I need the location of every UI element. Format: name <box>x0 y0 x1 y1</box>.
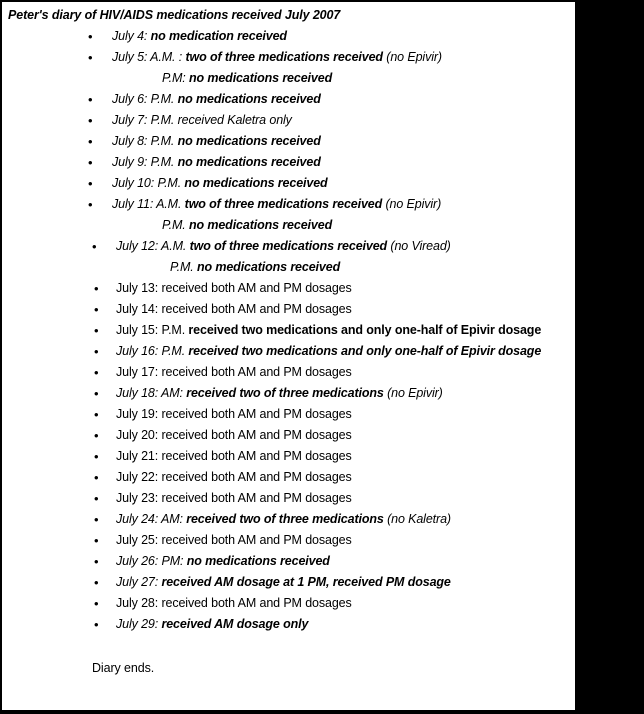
bullet-icon: • <box>88 176 93 191</box>
entry-date: July 19: received both AM and PM dosages <box>116 407 352 421</box>
entry-note: (no Epivir) <box>382 50 442 64</box>
entry-emphasis: two of three medications received <box>181 197 383 211</box>
entry-date: July 9: P.M. <box>112 155 175 169</box>
entry-date: July 11: A.M. <box>112 197 182 211</box>
diary-entry <box>2 89 575 110</box>
entry-emphasis: no medications received <box>183 554 330 568</box>
entry-date: July 8: P.M. <box>112 134 175 148</box>
entry-date: July 22: received both AM and PM dosages <box>116 470 352 484</box>
bullet-icon: • <box>94 575 99 590</box>
entry-date: July 4: <box>112 29 148 43</box>
entry-emphasis: two of three medications received <box>182 50 383 64</box>
entry-emphasis: no medications received <box>174 92 321 106</box>
diary-entry <box>2 26 575 47</box>
entry-emphasis: received two of three medications <box>182 386 384 400</box>
bullet-icon: • <box>94 302 99 317</box>
entry-emphasis: received two medications and only one-half of Epivir dosage <box>185 323 542 337</box>
bullet-icon: • <box>94 512 99 527</box>
entry-emphasis: two of three medications received <box>186 239 388 253</box>
entry-date: July 25: received both AM and PM dosages <box>116 533 352 547</box>
diary-entry <box>2 488 575 509</box>
bullet-icon: • <box>94 596 99 611</box>
diary-entry-subline <box>2 68 575 89</box>
entry-note: (no Kaletra) <box>383 512 451 526</box>
entry-date: July 28: received both AM and PM dosages <box>116 596 352 610</box>
bullet-icon: • <box>94 491 99 506</box>
entry-date: July 18: AM: <box>116 386 183 400</box>
subline-emphasis: no medications received <box>185 218 333 232</box>
entry-note: (no Viread) <box>387 239 451 253</box>
diary-entry <box>2 572 575 593</box>
entry-date: July 27: <box>116 575 159 589</box>
bullet-icon: • <box>88 197 93 212</box>
bullet-icon: • <box>94 470 99 485</box>
bullet-icon: • <box>94 449 99 464</box>
entry-date: July 14: received both AM and PM dosages <box>116 302 352 316</box>
diary-entry <box>2 425 575 446</box>
diary-entry <box>2 320 575 341</box>
entry-emphasis: received two medications and only one-half of Epivir dosage <box>185 344 542 358</box>
diary-entry <box>2 110 575 131</box>
entry-note: (no Epivir) <box>382 197 442 211</box>
subline-emphasis: no medications received <box>193 260 341 274</box>
entry-date: July 12: A.M. <box>116 239 187 253</box>
diary-entry-subline <box>2 215 575 236</box>
bullet-icon: • <box>88 50 93 65</box>
diary-entry <box>2 446 575 467</box>
diary-entry <box>2 341 575 362</box>
bullet-icon: • <box>94 323 99 338</box>
subline-lead: P.M: <box>162 71 186 85</box>
diary-entry <box>2 509 575 530</box>
diary-entry <box>2 236 575 257</box>
bullet-icon: • <box>88 134 93 149</box>
entry-date: July 23: received both AM and PM dosages <box>116 491 352 505</box>
entry-date: July 17: received both AM and PM dosages <box>116 365 352 379</box>
bullet-icon: • <box>94 617 99 632</box>
diary-entry <box>2 383 575 404</box>
diary-entry <box>2 131 575 152</box>
entry-emphasis: no medications received <box>181 176 328 190</box>
diary-entry <box>2 173 575 194</box>
page-title: Peter's diary of HIV/AIDS medications received July 2007 <box>8 8 341 22</box>
bullet-icon: • <box>94 365 99 380</box>
entry-emphasis: received two of three medications <box>182 512 384 526</box>
entry-date: July 15: P.M. <box>116 323 186 337</box>
bullet-icon: • <box>94 386 99 401</box>
diary-entry <box>2 278 575 299</box>
bullet-icon: • <box>94 533 99 548</box>
diary-entry <box>2 299 575 320</box>
entry-date: July 13: received both AM and PM dosages <box>116 281 352 295</box>
entry-date: July 26: PM: <box>116 554 184 568</box>
entry-emphasis: no medications received <box>174 155 321 169</box>
bullet-icon: • <box>88 155 93 170</box>
bullet-icon: • <box>92 239 97 254</box>
diary-entry <box>2 362 575 383</box>
bullet-icon: • <box>88 29 93 44</box>
bullet-icon: • <box>88 113 93 128</box>
entry-emphasis: no medication received <box>147 29 287 43</box>
document-panel <box>1 1 576 711</box>
bullet-icon: • <box>94 428 99 443</box>
bullet-icon: • <box>94 554 99 569</box>
bullet-icon: • <box>94 407 99 422</box>
diary-entry-list <box>2 26 575 635</box>
entry-date: July 5: A.M. : <box>112 50 183 64</box>
entry-emphasis: received AM dosage only <box>158 617 309 631</box>
subline-lead: P.M. <box>170 260 194 274</box>
diary-entry <box>2 593 575 614</box>
entry-date: July 24: AM: <box>116 512 183 526</box>
diary-entry <box>2 152 575 173</box>
entry-emphasis: received AM dosage at 1 PM, received PM dosage <box>158 575 451 589</box>
diary-entry <box>2 614 575 635</box>
diary-entry <box>2 404 575 425</box>
entry-note: (no Epivir) <box>383 386 443 400</box>
diary-entry-subline <box>2 257 575 278</box>
diary-entry <box>2 47 575 68</box>
diary-entry <box>2 467 575 488</box>
closing-note: Diary ends. <box>92 661 155 675</box>
diary-entry <box>2 530 575 551</box>
entry-emphasis: no medications received <box>174 134 321 148</box>
entry-date: July 6: P.M. <box>112 92 175 106</box>
diary-entry <box>2 551 575 572</box>
entry-date: July 7: P.M. received Kaletra only <box>112 113 292 127</box>
bullet-icon: • <box>88 92 93 107</box>
entry-date: July 10: P.M. <box>112 176 182 190</box>
entry-date: July 29: <box>116 617 159 631</box>
entry-date: July 20: received both AM and PM dosages <box>116 428 352 442</box>
entry-date: July 21: received both AM and PM dosages <box>116 449 352 463</box>
bullet-icon: • <box>94 344 99 359</box>
bullet-icon: • <box>94 281 99 296</box>
subline-emphasis: no medications received <box>185 71 333 85</box>
entry-date: July 16: P.M. <box>116 344 186 358</box>
diary-entry <box>2 194 575 215</box>
subline-lead: P.M. <box>162 218 186 232</box>
